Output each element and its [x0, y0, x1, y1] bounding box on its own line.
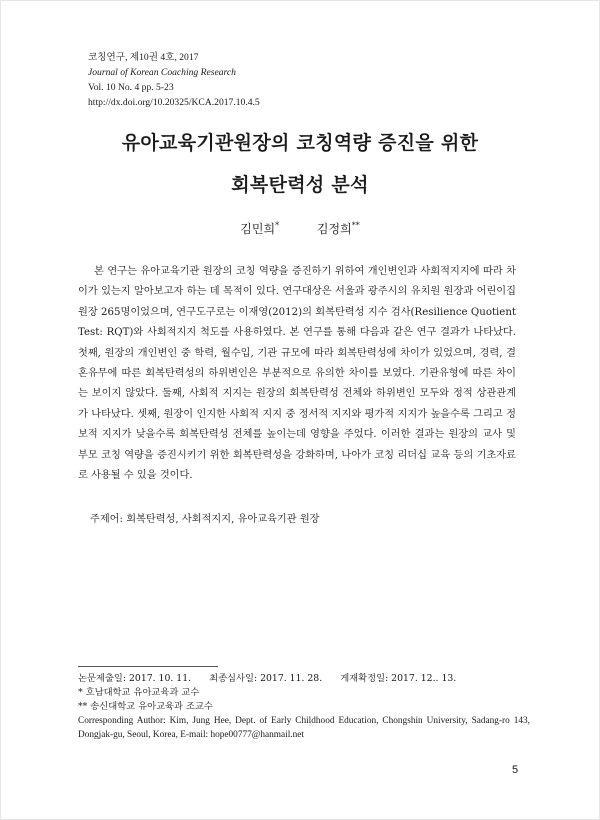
submission-dates	[78, 672, 538, 686]
author-2-name: 김정희	[316, 222, 352, 236]
author-list	[0, 220, 600, 237]
author-1-mark: *	[275, 221, 280, 230]
journal-english-title: Journal of Korean Coaching Research	[88, 67, 236, 78]
page-number: 5	[512, 764, 519, 776]
accepted-date: 게재확정일: 2017. 12.. 13.	[340, 673, 457, 684]
reviewed-date: 최종심사일: 2017. 11. 28.	[209, 673, 323, 684]
keywords: 주제어: 회복탄력성, 사회적지지, 유아교육기관 원장	[90, 514, 320, 525]
footnote-divider	[78, 666, 218, 667]
journal-info	[88, 50, 260, 110]
journal-korean-title: 코칭연구, 제10권 4호, 2017	[88, 52, 199, 63]
abstract-text: 본 연구는 유아교육기관 원장의 코칭 역량을 증진하기 위하여 개인변인과 사회적지지에 따라 차이가 있는지 알아보고자 하는 데 목적이 있다. 연구대상은 서울과 광주시의 유치원 원장과 어린이집 원장 265명이었으며, 연구도구로는 이재영(2012)의 회복탄력성 지수 검사(Resilience Quotient Test: RQT)와 사회적지지 척도를 사용하였다. 본 연구를 통해 다음과 같은 연구 결과가 나타났다. 첫째, 원장의 개인변인 중 학력, 월수입, 기관 규모에 따라 회복탄력성에 차이가 있었으며, 경력, 결혼유무에 따른 회복탄력성의 하위변인은 부분적으로 유의한 차이를 보였다. 기관유형에 따른 차이는 보이지 않았다. 둘째, 사회적 지지는 원장의 회복탄력성 전체와 하위변인 모두와 정적 상관관계가 나타났다. 셋째, 원장이 인지한 사회적 지지 중 정서적 지지와 평가적 지지가 높을수록 그리고 정보적 지지가 낮을수록 회복탄력성 전체를 높이는데 영향을 주었다. 이러한 결과는 원장의 교사 및 부모 코칭 역량을 증진시키기 위한 회복탄력성을 강화하며, 나아가 코칭 리더십 교육 등의 기초자료로 사용될 수 있을 것이다.	[78, 266, 516, 482]
journal-doi[interactable]: http://dx.doi.org/10.20325/KCA.2017.10.4.5	[88, 97, 260, 108]
affiliation-1: * 호남대학교 유아교육과 교수	[78, 687, 200, 698]
author-1	[240, 222, 279, 236]
received-date: 논문제출일: 2017. 10. 11.	[78, 673, 192, 684]
author-2	[317, 222, 360, 236]
paper-title-line2: 회복탄력성 분석	[231, 174, 369, 196]
author-1-name: 김민희	[240, 222, 276, 236]
paper-title-line1: 유아교육기관원장의 코칭역량 증진을 위한	[121, 132, 479, 154]
affiliation-2: ** 송신대학교 유아교육과 조교수	[78, 701, 213, 712]
abstract	[78, 262, 516, 486]
corresponding-author: Corresponding Author: Kim, Jung Hee, Dept. of Early Childhood Education, Chongshin University, Sadang-ro 143, Dongjak-gu, Seoul, Korea, E-mail: hope00777@hanmail.net	[78, 716, 530, 740]
author-2-mark: **	[351, 221, 360, 230]
journal-volume: Vol. 10 No. 4 pp. 5-23	[88, 82, 174, 93]
